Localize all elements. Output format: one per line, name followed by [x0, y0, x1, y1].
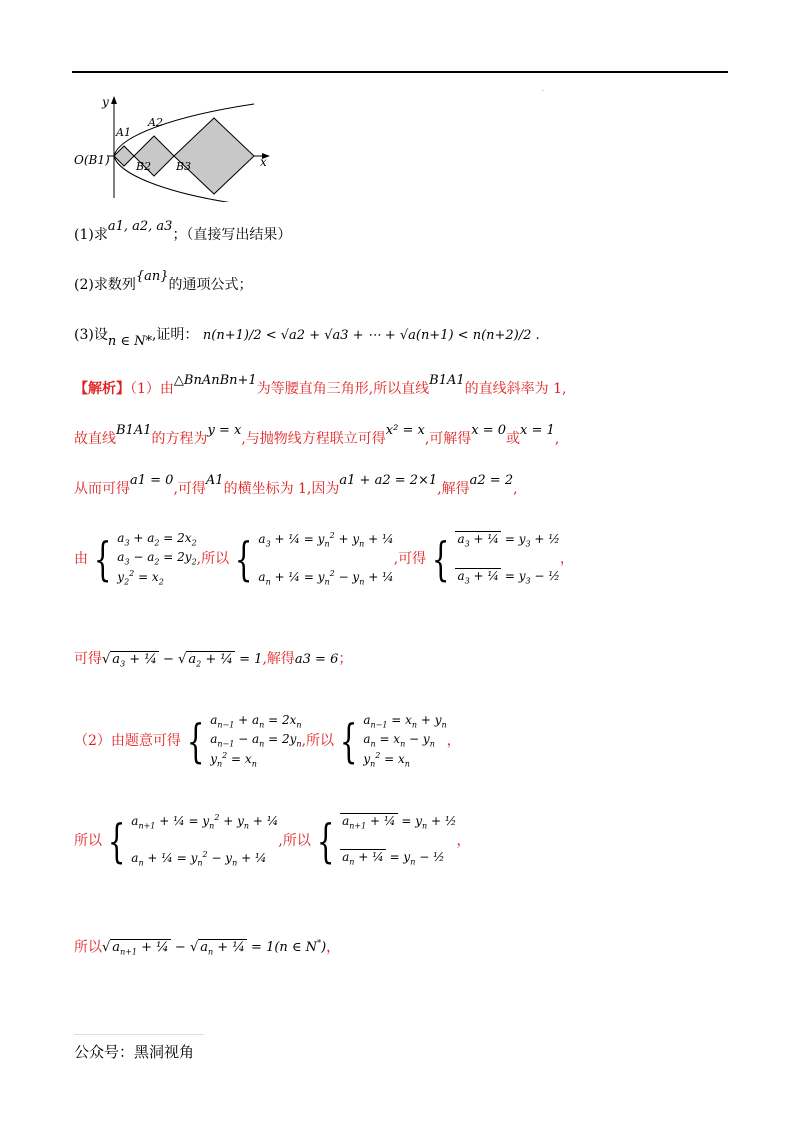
y-axis-label: y [102, 95, 109, 109]
label-a2: A2 [148, 116, 163, 129]
origin-label: O(B1) [74, 153, 110, 167]
footer-watermark: 公众号：黑洞视角 [74, 1034, 204, 1069]
solution-line-3: 从而可得a1 = 0,可得A1的横坐标为 1,因为a1 + a2 = 2×1,解得a2 = 2, [74, 473, 518, 497]
question-2: (2)求数列{an}的通项公式； [74, 269, 253, 293]
solution-line-2: 故直线B1A1的方程为y = x,与抛物线方程联立可得x² = x,可解得x = 0或x = 1, [74, 423, 560, 447]
stray-dot: . [542, 86, 544, 93]
solution-line-8: 所以√ $a_{n+1}$ + ¼ − √ $a_n$ + ¼ = 1(n ∈ N*)， [74, 939, 341, 957]
header-rule [72, 71, 728, 73]
x-axis-label: x [260, 155, 267, 169]
solution-line-1: 【解析】（1）由△BnAnBn+1为等腰直角三角形,所以直线B1A1的直线斜率为 1, [74, 373, 567, 397]
solution-line-5: 可得√ $a_3$ + ¼ − √ $a_2$ + ¼ = 1,解得a3 = 6； [74, 651, 353, 669]
solution-line-4: 由 { $a_3 + a_2 = 2x_2$ $a_3 - a_2 = 2y_2$ $y_2^2 = x_2$,所以 { $a_3$ + ¼ = $y_n^2 + y_n$ + ¼ $a_n$ + ¼ = $y_n^2 - y_n$ + ¼,可得 { $a_3$ + ¼ = $y_3$ + ½ $a_3$ + ¼ = $y_3$ − ½， [74, 531, 574, 587]
label-b2: B2 [136, 160, 152, 173]
question-3: (3)设n ∈ N*,证明： n(n+1)/2 < √a2 + √a3 + ⋯ + √a(n+1) < n(n+2)/2 . [74, 327, 540, 349]
label-b3: B3 [176, 160, 192, 173]
question-1: (1)求a1, a2, a3；（直接写出结果） [74, 219, 292, 243]
parabola-figure [74, 94, 274, 202]
solution-line-7: 所以 { $a_{n+1}$ + ¼ = $y_n^2 + y_n$ + ¼ $a_n$ + ¼ = $y_n^2 - y_n$ + ¼,所以 { $a_{n+1}$ + ¼ = $y_n$ + ½ $a_n$ + ¼ = $y_n$ − ½， [74, 813, 471, 868]
label-a1: A1 [116, 126, 131, 139]
solution-line-6: （2）由题意可得 { $a_{n-1} + a_n = 2x_n$ $a_{n-1} - a_n = 2y_n$ $y_n^2 = x_n$,所以 { $a_{n-1} = x_n + y_n$ $a_n = x_n - y_n$ $y_n^2 = x_n$， [74, 713, 461, 769]
